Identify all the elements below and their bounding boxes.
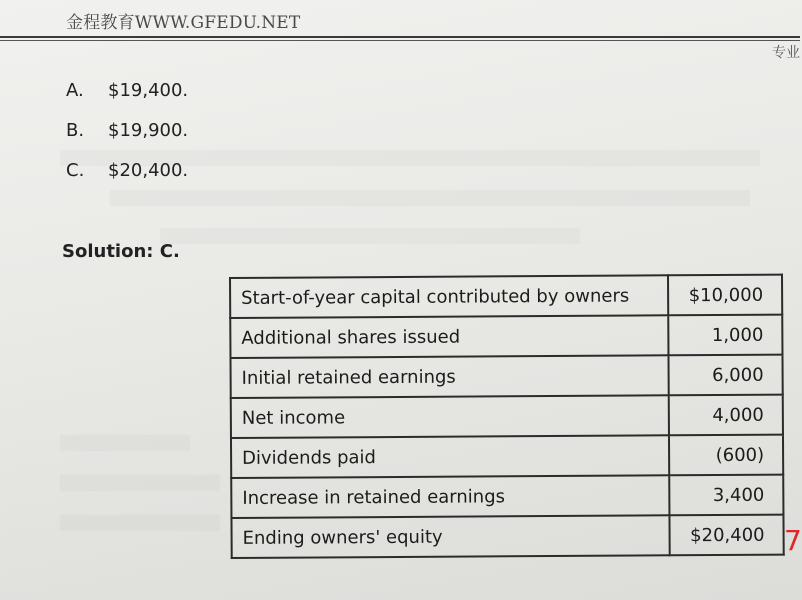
solution-label: Solution: C. bbox=[62, 241, 180, 262]
bleed-through-decoration bbox=[110, 190, 750, 206]
row-label: Net income bbox=[231, 395, 669, 438]
row-value: (600) bbox=[669, 435, 783, 476]
header-brand: 金程教育WWW.GFEDU.NET bbox=[66, 13, 301, 33]
bleed-through-decoration bbox=[60, 435, 190, 451]
row-label: Initial retained earnings bbox=[230, 355, 668, 398]
row-label: Start-of-year capital contributed by owners bbox=[230, 275, 668, 318]
row-value: 3,400 bbox=[669, 475, 783, 516]
header-rule bbox=[0, 36, 800, 38]
table-row bbox=[230, 315, 782, 358]
bleed-through-decoration bbox=[160, 228, 580, 244]
table-row bbox=[231, 395, 783, 438]
row-value: 1,000 bbox=[668, 315, 782, 356]
row-value: $20,400 bbox=[669, 515, 783, 556]
row-label: Additional shares issued bbox=[230, 315, 668, 358]
row-label: Ending owners' equity bbox=[231, 515, 669, 558]
row-value: 6,000 bbox=[668, 355, 782, 396]
option-letter: C. bbox=[66, 160, 85, 181]
row-value: 4,000 bbox=[669, 395, 783, 436]
table-row bbox=[231, 475, 783, 518]
solution-table bbox=[229, 274, 785, 559]
handwritten-red-mark: 7 bbox=[784, 524, 802, 557]
option-letter: A. bbox=[66, 80, 84, 101]
bleed-through-decoration bbox=[60, 475, 220, 491]
option-value: $20,400. bbox=[108, 160, 189, 181]
option-a bbox=[66, 80, 188, 101]
table-row bbox=[230, 275, 782, 318]
option-c bbox=[66, 160, 188, 181]
bleed-through-decoration bbox=[60, 515, 220, 531]
row-value: $10,000 bbox=[668, 275, 782, 316]
row-label: Increase in retained earnings bbox=[231, 475, 669, 518]
table-row bbox=[230, 355, 782, 398]
header-right-text: 专业 bbox=[772, 45, 800, 61]
option-b bbox=[66, 120, 188, 141]
row-label: Dividends paid bbox=[231, 435, 669, 478]
option-value: $19,900. bbox=[108, 120, 189, 141]
header-rule-thin bbox=[0, 40, 800, 41]
option-letter: B. bbox=[66, 120, 85, 141]
option-value: $19,400. bbox=[108, 80, 189, 101]
table-row bbox=[231, 515, 783, 558]
table-row bbox=[231, 435, 783, 478]
